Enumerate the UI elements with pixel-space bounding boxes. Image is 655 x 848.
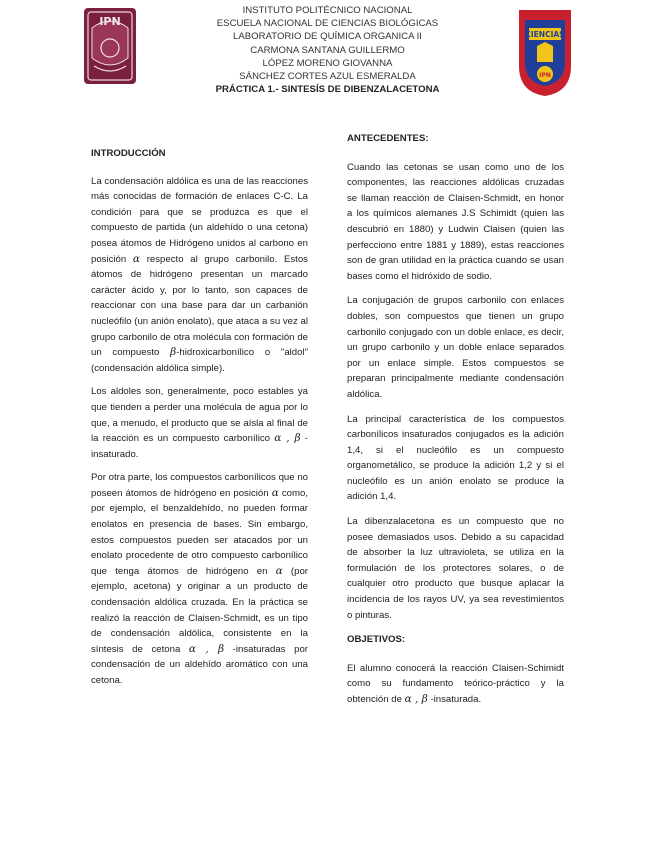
intro-paragraph-2: Los aldoles son, generalmente, poco estables ya que tienden a perder una molécula de agua por lo que, a menudo, el producto que se aísla al final de la reacción es un compuesto carbonílico α , β -insaturado. — [91, 386, 308, 460]
alpha-beta-symbol: α , β — [188, 642, 225, 655]
ipn-logo-text: IPN — [99, 15, 121, 28]
objectives-paragraph: El alumno conocerá la reacción Claisen-Schimidt como su fundamento teórico-práctico y la obtención de α , β -insaturada. — [347, 662, 564, 705]
practice-title: PRÁCTICA 1.- SINTESÍS DE DIBENZALACETONA — [215, 84, 440, 96]
intro-paragraph-1: La condensación aldólica es una de las reacciones más conocidas de formación de enlaces C-C. La condición para que se produzca es que el compuesto de partida (un aldehído o una cetona) posea átomos de Hidrógeno unidos al carbono en posición α respecto al grupo carbonilo. Estos átomos de hidrógeno presentan un marcado carácter ácido y, por lo tanto, son capaces de reaccionar con una base para dar un carbanión nucleófilo (un anión enolato), que ataca a su vez al grupo carbonilo de otra molécula con formación de un compuesto β-hidroxicarbonílico o "aldol" (condensación aldólica simple). — [91, 175, 308, 374]
introduction-heading: INTRODUCCIÓN — [91, 148, 166, 159]
alpha-symbol: α — [132, 252, 141, 265]
intro-paragraph-3: Por otra parte, los compuestos carbonílicos que no poseen átomos de hidrógeno en posición α como, por ejemplo, el benzaldehído, no pueden formar enolatos en presencia de bases. Sin embargo, estos compuestos pueden ser atacados por un enolato procedente de otro compuesto carbonílico que tenga átomos de hidrógeno en α (por ejemplo, acetona) y originar a un producto de condensación aldólica cruzada. En la práctica se realizó la reacción de Claisen-Schmidt, es un tipo de condensación aldólica, consistente en la síntesis de cetona α , β -insaturadas por condensación de un aldehído aromático con una cetona. — [91, 472, 308, 686]
antecedents-paragraph-2: La conjugación de grupos carbonilo con enlaces dobles, son compuestos que tienen un grupo carbonilo conjugado con un doble enlace, es decir, un grupo carbonilo y un doble enlace separados por un enlace simple. Estos compuestos se preparan principalmente mediante condensación aldólica. — [347, 295, 564, 400]
antecedents-paragraph-4: La dibenzalacetona es un compuesto que no posee demasiados usos. Debido a su capacidad de absorber la luz ultravioleta, se utiliza en la formulación de los protectores solares, o de cualquier otro producto que busque aplacar la incidencia de los rayos UV, ya sea revestimientos o pinturas. — [347, 516, 564, 621]
encb-logo-text: CIENCIAS — [525, 30, 565, 39]
beta-symbol: β — [170, 346, 177, 359]
author-1: CARMONA SANTANA GUILLERMO — [250, 44, 405, 56]
encb-logo — [515, 6, 575, 98]
antecedents-heading: ANTECEDENTES: — [347, 133, 429, 144]
author-2: LÓPEZ MORENO GIOVANNA — [262, 57, 393, 69]
ipn-logo — [82, 6, 138, 86]
school-name: ESCUELA NACIONAL DE CIENCIAS BIOLÓGICAS — [216, 18, 439, 30]
institution-name: INSTITUTO POLITÉCNICO NACIONAL — [242, 5, 413, 16]
encb-logo-bottom-text: IPN — [539, 72, 551, 79]
alpha-beta-symbol: α , β — [274, 432, 301, 445]
alpha-beta-symbol: α , β — [404, 693, 428, 705]
antecedents-paragraph-1: Cuando las cetonas se usan como uno de los componentes, las reacciones aldólicas cruzadas se llaman reacción de Claisen-Schmidt, en honor a los químicos alemanes J.S Schimidt (quien las descubrió en 1880) y Ludwin Claisen (quien las perfecciono entre 1881 y 1889), estas reacciones son de gran utilidad en la práctica cuando se usan bases como el hidróxido de sodio. — [347, 161, 564, 282]
author-3: SÁNCHEZ CORTES AZUL ESMERALDA — [239, 71, 416, 83]
alpha-symbol: α — [271, 486, 279, 499]
document-header — [150, 4, 505, 96]
antecedents-paragraph-3: La principal característica de los compuestos carbonílicos insaturados conjugados es la adición 1,4, si el nucleófilo es un compuesto organometálico, se produce la adición 1,2 y si el nucleófilo es un anión enolato se produce la adición 1,4. — [347, 413, 564, 503]
laboratory-name: LABORATORIO DE QUÍMICA ORGANICA II — [233, 31, 422, 43]
right-column — [347, 131, 564, 717]
objectives-heading: OBJETIVOS: — [347, 634, 406, 646]
alpha-symbol: α — [275, 564, 283, 577]
left-column — [91, 146, 308, 697]
